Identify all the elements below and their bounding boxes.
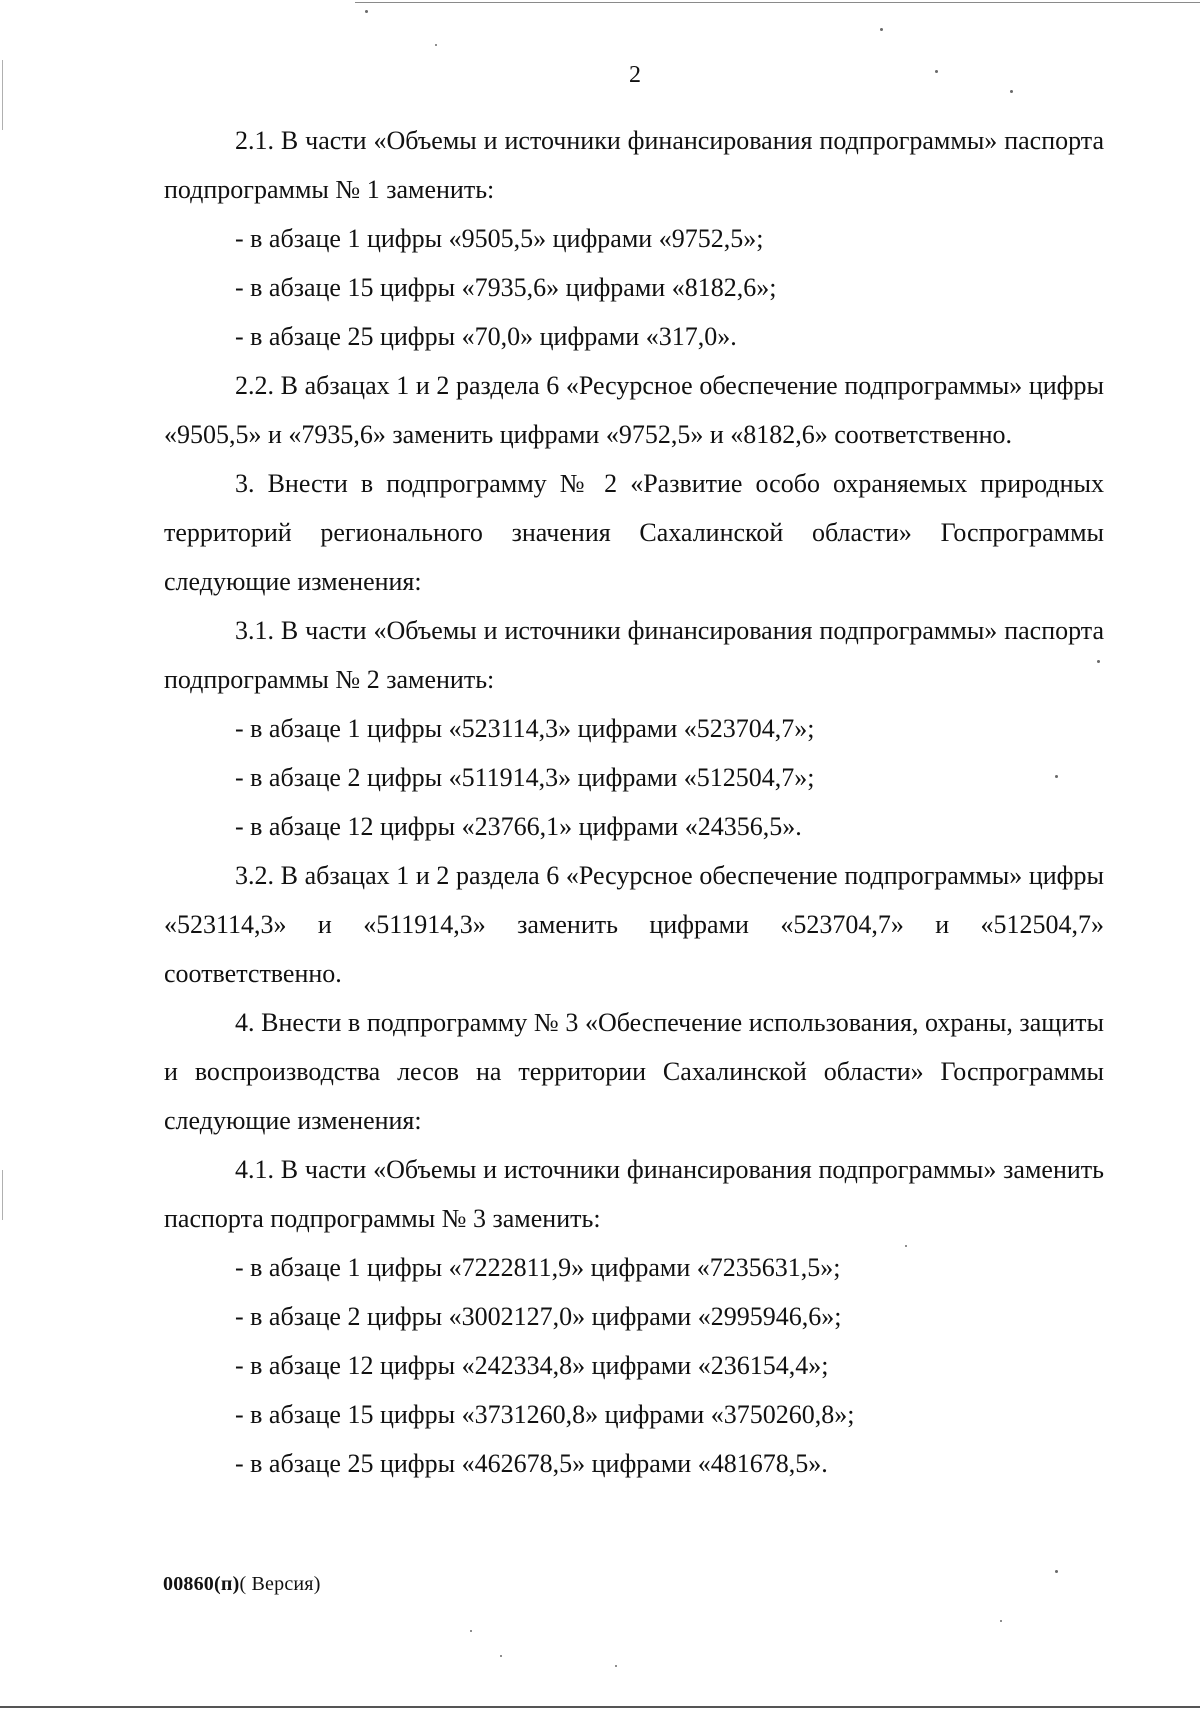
- scan-speck: [615, 1665, 617, 1667]
- scan-speck: [935, 70, 938, 73]
- top-scan-edge: [355, 2, 1200, 3]
- list-item: - в абзаце 1 цифры «7222811,9» цифрами «7235631,5»;: [235, 1253, 841, 1282]
- scan-speck: [1097, 660, 1100, 663]
- scan-speck: [880, 28, 883, 31]
- list-item: - в абзаце 25 цифры «462678,5» цифрами «481678,5».: [235, 1449, 828, 1478]
- scan-speck: [1055, 1570, 1058, 1573]
- paragraph: 2.1. В части «Объемы и источники финансирования подпрограммы» паспорта подпрограммы № 1 заменить:: [164, 126, 1104, 204]
- paragraph: 4.1. В части «Объемы и источники финансирования подпрограммы» заменить паспорта подпрограммы № 3 заменить:: [164, 1155, 1104, 1233]
- list-item: - в абзаце 15 цифры «7935,6» цифрами «8182,6»;: [235, 273, 777, 302]
- paragraph: 4. Внести в подпрограмму № 3 «Обеспечение использования, охраны, защиты и воспроизводства лесов на территории Сахалинской области» Госпрограммы следующие изменения:: [164, 1008, 1104, 1135]
- list-item: - в абзаце 12 цифры «242334,8» цифрами «236154,4»;: [235, 1351, 829, 1380]
- list-item: - в абзаце 15 цифры «3731260,8» цифрами «3750260,8»;: [235, 1400, 855, 1429]
- paragraph: 3.2. В абзацах 1 и 2 раздела 6 «Ресурсное обеспечение подпрограммы» цифры «523114,3» и «511914,3» заменить цифрами «523704,7» и «512504,7» соответственно.: [164, 861, 1104, 988]
- paragraph: 3. Внести в подпрограмму № 2 «Развитие особо охраняемых природных территорий регионального значения Сахалинской области» Госпрограммы следующие изменения:: [164, 469, 1104, 596]
- list-item: - в абзаце 1 цифры «9505,5» цифрами «9752,5»;: [235, 224, 764, 253]
- document-version: ( Версия): [239, 1573, 321, 1595]
- list-item: - в абзаце 2 цифры «3002127,0» цифрами «2995946,6»;: [235, 1302, 842, 1331]
- list-item: - в абзаце 25 цифры «70,0» цифрами «317,0».: [235, 322, 737, 351]
- scan-margin-mark: [2, 1170, 3, 1220]
- scan-speck: [1055, 775, 1058, 778]
- scan-speck: [365, 10, 368, 13]
- scan-speck: [470, 1630, 472, 1632]
- list-item: - в абзаце 12 цифры «23766,1» цифрами «24356,5».: [235, 812, 802, 841]
- scan-speck: [500, 1655, 502, 1657]
- document-footer: [163, 1573, 321, 1596]
- scan-speck: [1010, 90, 1013, 93]
- scan-speck: [905, 1245, 907, 1247]
- bottom-scan-edge: [0, 1706, 1200, 1708]
- list-item: - в абзаце 2 цифры «511914,3» цифрами «512504,7»;: [235, 763, 815, 792]
- paragraph: 2.2. В абзацах 1 и 2 раздела 6 «Ресурсное обеспечение подпрограммы» цифры «9505,5» и «7935,6» заменить цифрами «9752,5» и «8182,6» соответственно.: [164, 371, 1104, 449]
- list-item: - в абзаце 1 цифры «523114,3» цифрами «523704,7»;: [235, 714, 815, 743]
- document-body: [164, 116, 1104, 1488]
- scan-speck: [1000, 1620, 1002, 1622]
- page-number: 2: [629, 62, 641, 88]
- paragraph: 3.1. В части «Объемы и источники финансирования подпрограммы» паспорта подпрограммы № 2 заменить:: [164, 616, 1104, 694]
- scan-speck: [435, 44, 437, 46]
- document-code: 00860(п): [163, 1573, 240, 1595]
